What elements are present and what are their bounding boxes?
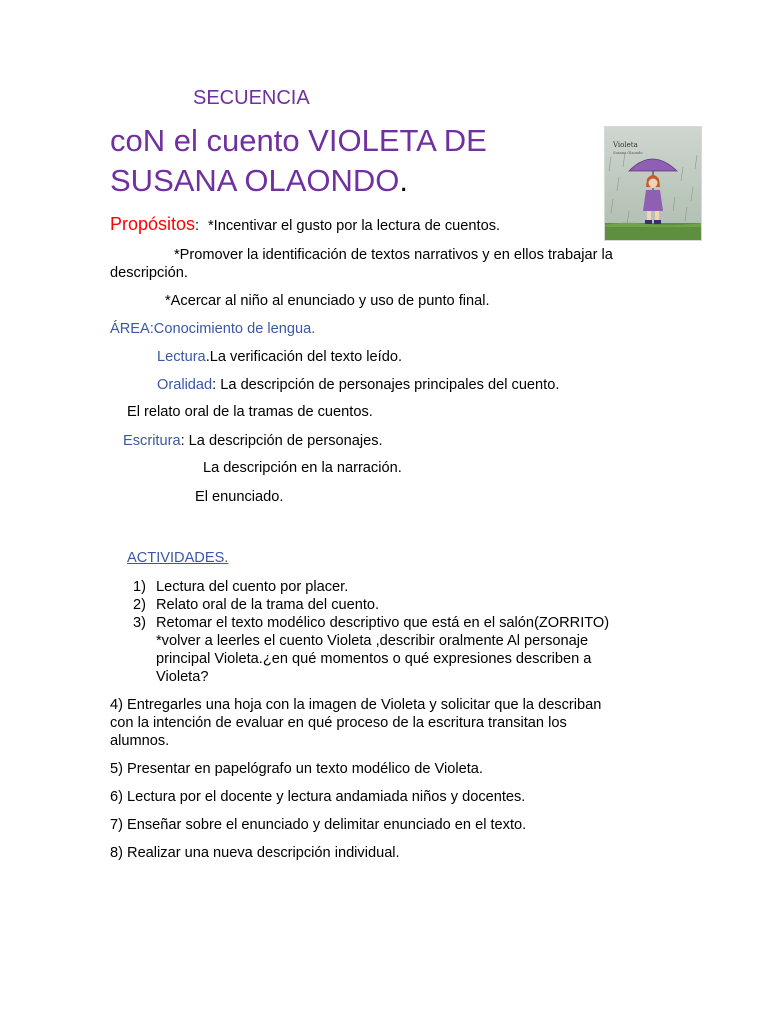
proposito-item-1: *Incentivar el gusto por la lectura de cuentos.	[208, 218, 501, 234]
area-line	[110, 320, 315, 338]
title-period: .	[399, 163, 409, 198]
lectura-label: Lectura	[157, 349, 206, 365]
activity-number: 3)	[133, 615, 146, 631]
activity-number: 2)	[133, 597, 146, 613]
escritura-item-2: La descripción en la narración.	[203, 460, 402, 476]
activity-item-4-line-3: alumnos.	[110, 733, 170, 749]
propositos-label	[110, 213, 199, 235]
proposito-item-3: *Acercar al niño al enunciado y uso de punto final.	[165, 293, 490, 309]
relato-line: El relato oral de la tramas de cuentos.	[127, 404, 373, 420]
activity-text: *volver a leerles el cuento Violeta ,describir oralmente Al personaje	[156, 633, 589, 649]
propositos-label-text: Propósitos	[110, 214, 196, 234]
document-title-line-1: coN el cuento VIOLETA DE	[110, 123, 487, 158]
escritura-item-3: El enunciado.	[195, 489, 284, 505]
activity-text: Relato oral de la trama del cuento.	[156, 597, 380, 613]
escritura-label: Escritura	[123, 433, 181, 449]
title-author: SUSANA OLAONDO	[110, 163, 400, 198]
document-title-line-2	[110, 162, 408, 200]
oralidad-label: Oralidad	[157, 377, 213, 393]
activity-item-4-line-2: con la intención de evaluar en qué proceso de la escritura transitan los	[110, 715, 567, 731]
actividades-heading: ACTIVIDADES.	[127, 550, 229, 566]
activity-item-8: 8) Realizar una nueva descripción individual.	[110, 845, 400, 861]
proposito-item-2-line-2: descripción.	[110, 265, 188, 281]
activity-number: 1)	[133, 579, 146, 595]
propositos-colon: :	[195, 218, 200, 234]
svg-text:Susana Olaondo: Susana Olaondo	[613, 151, 643, 155]
proposito-item-2-line-1: *Promover la identificación de textos narrativos y en ellos trabajar la	[174, 247, 613, 263]
escritura-text: : La descripción de personajes.	[180, 433, 383, 449]
document-heading: SECUENCIA	[193, 87, 310, 109]
lectura-line	[157, 348, 402, 366]
activity-item-7: 7) Enseñar sobre el enunciado y delimitar enunciado en el texto.	[110, 817, 527, 833]
activity-text: principal Violeta.¿en qué momentos o qué expresiones describen a	[156, 651, 592, 667]
activity-text: Lectura del cuento por placer.	[156, 579, 349, 595]
lectura-text: .La verificación del texto leído.	[205, 349, 403, 365]
activity-item-4-line-1: 4) Entregarles una hoja con la imagen de Violeta y solicitar que la describan	[110, 697, 602, 713]
book-cover-image	[604, 126, 702, 241]
oralidad-text: : La descripción de personajes principales del cuento.	[212, 377, 560, 393]
activity-item-6: 6) Lectura por el docente y lectura andamiada niños y docentes.	[110, 789, 526, 805]
area-value: Conocimiento de lengua.	[153, 321, 316, 337]
violeta-illustration	[605, 127, 702, 241]
oralidad-line	[157, 376, 559, 394]
activity-item-5: 5) Presentar en papelógrafo un texto modélico de Violeta.	[110, 761, 483, 777]
activity-text: Violeta?	[156, 669, 209, 685]
escritura-line	[123, 432, 383, 450]
svg-text:Violeta: Violeta	[613, 141, 638, 149]
activity-text: Retomar el texto modélico descriptivo que está en el salón(ZORRITO)	[156, 615, 610, 631]
area-label: ÁREA:	[110, 321, 154, 337]
